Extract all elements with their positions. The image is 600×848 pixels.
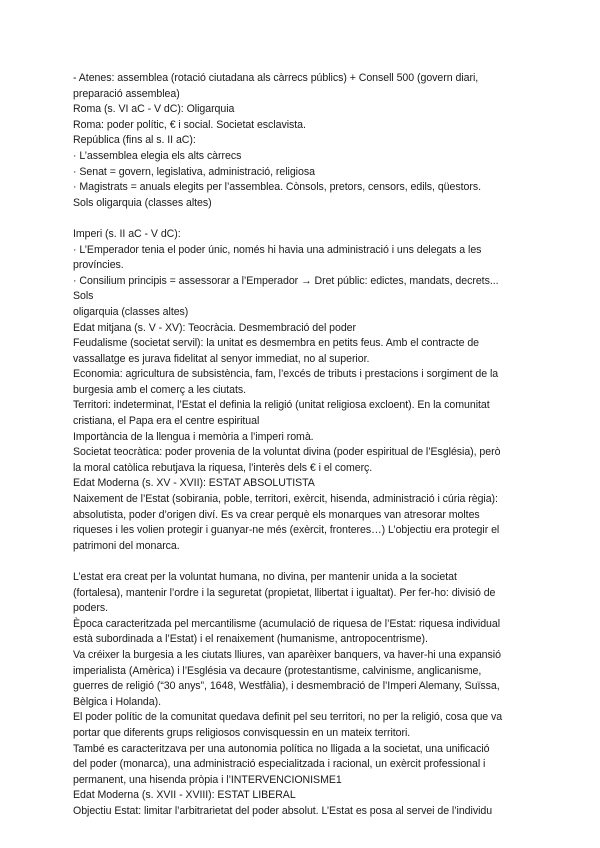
text-line: patrimoni del monarca. <box>73 539 180 552</box>
text-line: poders. <box>73 602 108 615</box>
paragraph-gap <box>73 211 560 227</box>
text-block-empire-middle-ages <box>73 227 560 554</box>
text-line: burgesia amb el comerç a les ciutats. <box>73 383 247 396</box>
text-block-modern-age <box>73 570 560 820</box>
text-line: oligarquia (classes altes) <box>73 305 189 318</box>
text-line: guerres de religió (“30 anys”, 1648, Westfàlia), i desmembració de l’Imperi Alemany, Suïssa, <box>73 680 500 693</box>
text-line: riqueses i les volien protegir i guanyar-ne més (exèrcit, fronteres…) L’objectiu era protegir el <box>73 524 500 537</box>
text-line: del poder (monarca), una administració especialitzada i racional, un exèrcit professional i <box>73 758 486 771</box>
text-line: Sols <box>73 290 94 303</box>
text-line: Edat Moderna (s. XVII - XVIII): ESTAT LIBERAL <box>73 789 296 802</box>
text-line: permanent, una hisenda pròpia i l’INTERVENCIONISME1 <box>73 773 342 786</box>
text-line: Sols oligarquia (classes altes) <box>73 196 212 209</box>
text-line: províncies. <box>73 259 124 272</box>
text-line: preparació assemblea) <box>73 87 180 100</box>
text-line: Territori: indeterminat, l’Estat el definia la religió (unitat religiosa excloent). En la comunitat <box>73 399 490 412</box>
text-line: L’estat era creat per la voluntat humana, no divina, per mantenir unida a la societat <box>73 571 457 583</box>
text-line: Edat mitjana (s. V - XV): Teocràcia. Desmembració del poder <box>73 321 357 334</box>
paragraph-gap <box>73 554 560 570</box>
text-line: Naixement de l’Estat (sobirania, poble, territori, exèrcit, hisenda, administració i cúria règia): <box>73 493 498 506</box>
text-line: També es caracteritzava per una autonomia política no lligada a la societat, una unificació <box>73 742 490 755</box>
text-line: Època caracteritzada pel mercantilisme (acumulació de riquesa de l’Estat: riquesa individual <box>73 617 501 630</box>
text-line: Roma (s. VI aC - V dC): Oligarquia <box>73 103 235 116</box>
text-line: Roma: poder polític, € i social. Societat esclavista. <box>73 118 306 131</box>
text-line: República (fins al s. II aC): <box>73 134 196 147</box>
text-line: absolutista, poder d’origen diví. Es va crear perquè els monarques van atresorar moltes <box>73 508 480 521</box>
text-block-antiquity <box>73 71 560 211</box>
text-line: Objectiu Estat: limitar l’arbitrarietat del poder absolut. L’Estat es posa al servei de l’individu <box>73 804 493 817</box>
text-line: Edat Moderna (s. XV - XVII): ESTAT ABSOLUTISTA <box>73 477 315 490</box>
text-line: està subordinada a l’Estat) i el renaixement (humanisme, antropocentrisme). <box>73 633 428 646</box>
text-line: Feudalisme (societat servil): la unitat es desmembra en petits feus. Amb el contracte de <box>73 337 480 350</box>
text-line: · Senat = govern, legislativa, administració, religiosa <box>73 165 315 178</box>
text-line: vassallatge es jurava fidelitat al senyor immediat, no al superior. <box>73 352 370 365</box>
text-line: imperialista (Amèrica) i l’Església va decaure (protestantisme, calvinisme, anglicanisme, <box>73 664 482 677</box>
text-line: Va créixer la burgesia a les ciutats lliures, van aparèixer banquers, va haver-hi una expansió <box>73 648 501 661</box>
text-line: · L’assemblea elegia els alts càrrecs <box>73 149 242 162</box>
text-line: portar que diferents grups religiosos convisquessin en un mateix territori. <box>73 726 411 739</box>
text-line: Societat teocràtica: poder provenia de la voluntat divina (poder espiritual de l’Església), però <box>73 446 501 459</box>
text-line: - Atenes: assemblea (rotació ciutadana als càrrecs públics) + Consell 500 (govern diari, <box>73 72 479 84</box>
text-line: · L’Emperador tenia el poder únic, només hi havia una administració i uns delegats a les <box>73 243 482 256</box>
text-line: Bèlgica i Holanda). <box>73 695 161 708</box>
text-line: la moral catòlica rebutjava la riquesa, l’interès dels € i el comerç. <box>73 461 373 474</box>
text-line: (fortalesa), mantenir l’ordre i la seguretat (propietat, llibertat i igualtat). Per fer-ho: divisió de <box>73 586 496 599</box>
text-line: · Consilium principis = assessorar a l’Emperador → Dret públic: edictes, mandats, decrets... <box>73 274 499 287</box>
text-line: Importància de la llengua i memòria a l’imperi romà. <box>73 430 314 443</box>
text-line: Imperi (s. II aC - V dC): <box>73 227 181 240</box>
text-line: cristiana, el Papa era el centre espiritual <box>73 415 260 428</box>
text-line: Economia: agricultura de subsistència, fam, l’excés de tributs i prestacions i sorgiment de la <box>73 368 499 381</box>
text-line: El poder polític de la comunitat quedava definit pel seu territori, no per la religió, cosa que va <box>73 711 503 724</box>
text-line: · Magistrats = anuals elegits per l’assemblea. Cònsols, pretors, censors, edils, qüestors. <box>73 181 481 194</box>
